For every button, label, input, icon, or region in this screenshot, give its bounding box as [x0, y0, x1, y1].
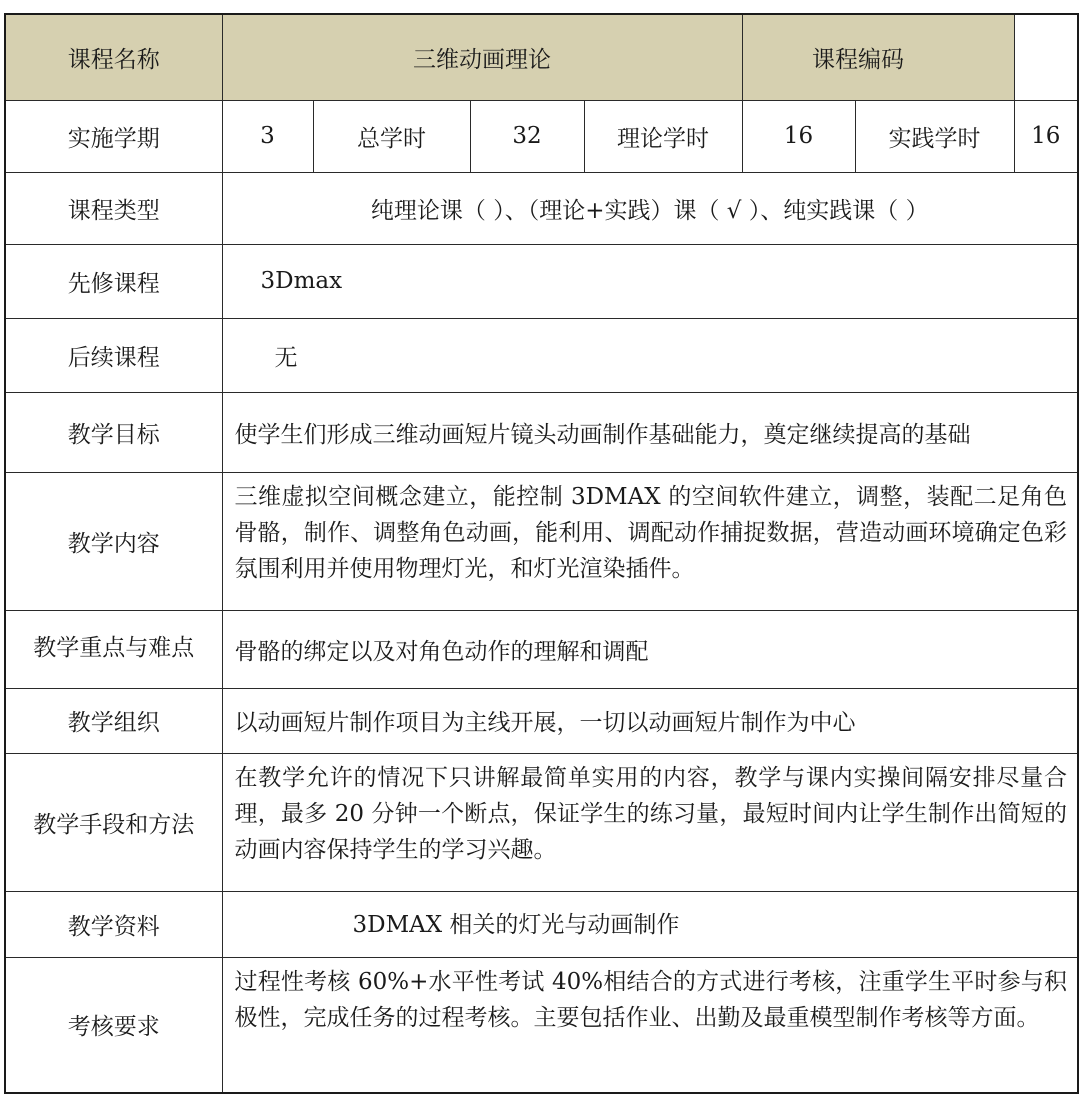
semester-row: [5, 100, 1078, 172]
course-name-value: 三维动画理论: [222, 14, 742, 100]
content-row: [5, 472, 1078, 610]
semester-label: 实施学期: [5, 100, 222, 172]
methods-value: 在教学允许的情况下只讲解最简单实用的内容，教学与课内实操间隔安排尽量合理，最多 20 分钟一个断点，保证学生的练习量，最短时间内让学生制作出简短的动画内容保持学生的学习兴趣。: [222, 753, 1078, 891]
assessment-label: 考核要求: [5, 957, 222, 1093]
course-type-row: [5, 172, 1078, 244]
methods-row: [5, 753, 1078, 891]
theory-hours-value: 16: [742, 100, 855, 172]
materials-label: 教学资料: [5, 891, 222, 957]
practice-hours-label: 实践学时: [855, 100, 1014, 172]
organization-label: 教学组织: [5, 688, 222, 753]
content-value: 三维虚拟空间概念建立，能控制 3DMAX 的空间软件建立，调整，装配二足角色骨骼，制作、调整角色动画，能利用、调配动作捕捉数据，营造动画环境确定色彩氛围利用并使用物理灯光，和灯光渲染插件。: [222, 472, 1078, 610]
assessment-value: 过程性考核 60%+水平性考试 40%相结合的方式进行考核，注重学生平时参与积极性，完成任务的过程考核。主要包括作业、出勤及最重模型制作考核等方面。: [222, 957, 1078, 1093]
prerequisite-row: [5, 244, 1078, 318]
materials-row: [5, 891, 1078, 957]
organization-value: 以动画短片制作项目为主线开展，一切以动画短片制作为中心: [222, 688, 1078, 753]
key-points-value: 骨骼的绑定以及对角色动作的理解和调配: [222, 610, 1078, 688]
objective-row: [5, 392, 1078, 472]
total-hours-value: 32: [470, 100, 584, 172]
theory-hours-label: 理论学时: [584, 100, 742, 172]
followup-label: 后续课程: [5, 318, 222, 392]
followup-row: [5, 318, 1078, 392]
prerequisite-value: 3Dmax: [222, 244, 1078, 318]
objective-label: 教学目标: [5, 392, 222, 472]
course-info-table: [4, 13, 1079, 1094]
header-row: [5, 14, 1078, 100]
key-points-label: 教学重点与难点: [5, 610, 222, 688]
organization-row: [5, 688, 1078, 753]
course-type-label: 课程类型: [5, 172, 222, 244]
course-name-label: 课程名称: [5, 14, 222, 100]
course-type-value: 纯理论课（ ）、（理论+实践）课（ √ ）、纯实践课（ ）: [222, 172, 1078, 244]
assessment-row: [5, 957, 1078, 1093]
key-points-row: [5, 610, 1078, 688]
materials-value: 3DMAX 相关的灯光与动画制作: [222, 891, 1078, 957]
course-code-label: 课程编码: [742, 14, 1014, 100]
total-hours-label: 总学时: [313, 100, 470, 172]
prerequisite-label: 先修课程: [5, 244, 222, 318]
semester-value: 3: [222, 100, 313, 172]
content-label: 教学内容: [5, 472, 222, 610]
followup-value: 无: [222, 318, 1078, 392]
objective-value: 使学生们形成三维动画短片镜头动画制作基础能力，奠定继续提高的基础: [222, 392, 1078, 472]
methods-label: 教学手段和方法: [5, 753, 222, 891]
practice-hours-value: 16: [1014, 100, 1078, 172]
